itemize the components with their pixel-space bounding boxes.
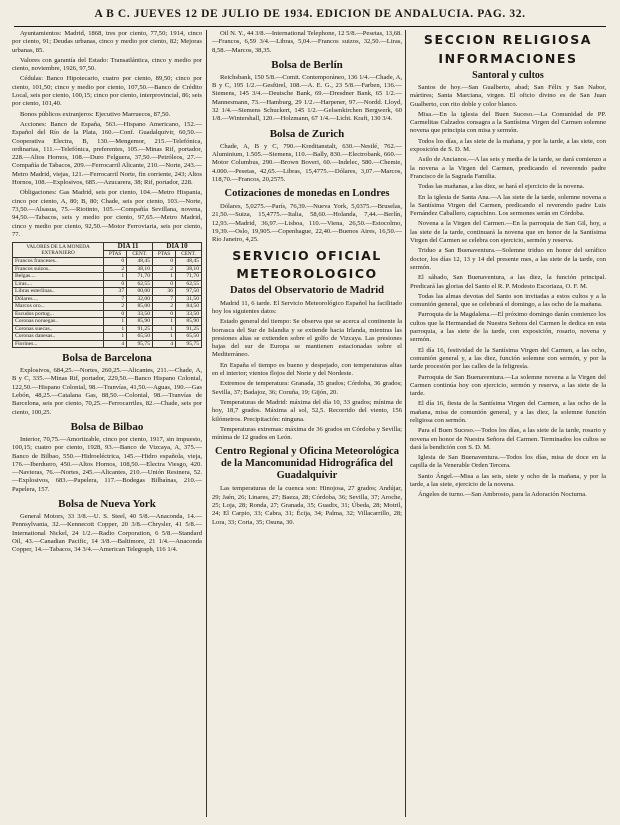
column-markets-weather bbox=[212, 30, 402, 529]
currency-row bbox=[13, 333, 202, 341]
paragraph: Triduo a San Buenaventura.—Solemne triduo en honor del seráfico doctor, los días 12, 13 y 14 del presente mes, a las siete de la tarde, con sermón. bbox=[410, 247, 606, 271]
currency-value: 1 bbox=[153, 325, 176, 333]
currency-value: 85,90 bbox=[176, 318, 202, 326]
currency-row bbox=[13, 295, 202, 303]
heading-bolsa-berlin: Bolsa de Berlín bbox=[271, 58, 343, 71]
paragraph: Explosivos, 684,25.—Nortes, 260,25.—Alicantes, 211.—Chade, A, B y C, 335.—Minas Rif, portador, 229,50.—Banco Hispano Colonial, 122,50.—Hispano Colonial, 98.—Tranvías, 41,50.—Aguas, 190.—Gas Lebón, 48,25.—Catalana Gas, 88,50.—Colonial, 98.—Tranvías de Barcelona, seis por ciento, 70,25.—Ferrocarriles, 82.—Chade, seis por ciento, 100,25. bbox=[12, 367, 202, 416]
paragraph: El día 16, fiesta de la Santísima Virgen del Carmen, a las ocho de la mañana, misa de comunión general, y a las diez, la solemne función religiosa con sermón. bbox=[410, 400, 606, 424]
currency-name: Coronas danesas.. bbox=[13, 333, 104, 341]
paragraph: Cédulas: Banco Hipotecario, cuatro por ciento, 89,50; cinco por ciento, 101,50; cinco y medio por ciento, 107,50.—Banco de Crédito Local, seis por ciento, 100,15; cinco por ciento, interprovincial, 86; seis por ciento, 101,40. bbox=[12, 75, 202, 108]
currency-value: 1 bbox=[153, 273, 176, 281]
currency-row bbox=[13, 288, 202, 296]
currency-value: 38,10 bbox=[176, 265, 202, 273]
paragraph: Todos los días, a las siete de la mañana, y por la tarde, a las siete, con exposición de S. D. M. bbox=[410, 137, 606, 154]
currency-value: 2 bbox=[104, 303, 127, 311]
heading-observatorio-madrid: Datos del Observatorio de Madrid bbox=[230, 284, 384, 296]
currency-value: 33,50 bbox=[176, 310, 202, 318]
currency-row bbox=[13, 273, 202, 281]
currency-value: 1 bbox=[153, 318, 176, 326]
currency-value: 32,00 bbox=[127, 295, 153, 303]
currency-value: 0 bbox=[153, 258, 176, 266]
column-divider-1 bbox=[206, 30, 207, 817]
currency-value: 36 bbox=[153, 288, 176, 296]
paragraph: En la iglesia de Santa Ana.—A las siete de la tarde, solemne novena a la Santísima Virgen del Carmen, predicando el reverendo padre Luis Fernández Caballero, capuchino. Los sermones serán en Córdoba. bbox=[410, 193, 606, 218]
currency-row bbox=[13, 318, 202, 326]
currency-value: 1 bbox=[153, 333, 176, 341]
currency-name: Coronas suecas.. bbox=[13, 325, 104, 333]
currency-col-head: CENT. bbox=[176, 250, 202, 258]
currency-table-label: VALORES DE LA MONEDA bbox=[26, 243, 90, 250]
masthead: A B C. JUEVES 12 DE JULIO DE 1934. EDICION DE ANDALUCIA. PAG. 32. bbox=[94, 8, 526, 20]
currency-value: 91,25 bbox=[176, 325, 202, 333]
currency-name: Libras esterlinas.. bbox=[13, 288, 104, 296]
paragraph: Obligaciones: Gas Madrid, seis por ciento, 104.—Metro Hispania, cinco por ciento, A, 80; B, 80; Chade, seis por ciento, 103.—Norte, 73,50.—Alsasua, 75.—Riotinto, 105.—Compañía Sevillana, novena, 94,50.—Tabacos, seis y medio por ciento, 97,65.—Metro Madrid, cinco y medio por ciento, 92,50.—Motor Ferroviaria, seis por ciento, 77. bbox=[12, 189, 202, 238]
heading-bolsa-bilbao: Bolsa de Bilbao bbox=[70, 420, 144, 433]
paragraph: Acciones: Banco de España, 563.—Hispano Americano, 152.—Español del Río de la Plata, 160.—Conf. Guadalquivir, 60,50.—Cooperativa Electra, B, 130.—Mengemor, 215.—Telefónica, ordinarias, 111.—Telefónica, preferentes, 105.—Minas Rif, portador, 228.—Altos Hornos, 108.—Duro Felguera, 37,50.—Petróleos, 27.—Compañía de Tabacos, 209.—Ferrocarril Alicante, 210.—Norte, 243.—Metro Madrid, viejas, 121.—Ferrocarril Norte, fin corriente, 243; Altos Hornos, 108.—Explosivos, 685.—Azucarera, 38; Rif, portador, 228. bbox=[12, 120, 202, 187]
heading-servicio-oficial: SERVICIO OFICIAL bbox=[232, 247, 382, 263]
currency-row bbox=[13, 280, 202, 288]
paragraph: En España el tiempo es bueno y despejado, con temperaturas altas en el interior; vientos flojos del Norte y del Nordeste. bbox=[212, 361, 402, 378]
paragraph: Dólares, 5,0275.—París, 76,39.—Nueva York, 5,0375.—Bruselas, 21,50.—Suiza, 15,4775.—Italia, 58,60.—Holanda, 7,44.—Berlín, 12,93.—Madrid, 36,97.—Lisboa, 110.—Viena, 26,50.—Estocolmo, 19,39.—Oslo, 19,905.—Copenhague, 22,40.—Buenos Aires, 16,50.—Río Janeiro, 4,25. bbox=[212, 203, 402, 244]
currency-name: Belgas.... bbox=[13, 273, 104, 281]
currency-value: 2 bbox=[153, 303, 176, 311]
currency-name: Francos suizos.. bbox=[13, 265, 104, 273]
currency-name: Coronas noruegas.. bbox=[13, 318, 104, 326]
heading-bolsa-zurich: Bolsa de Zurich bbox=[269, 127, 345, 140]
heading-santoral: Santoral y cultos bbox=[472, 70, 544, 81]
paragraph: El día 16, festividad de la Santísima Virgen del Carmen, a las ocho, comunión general y, a las diez, función solemne con sermón, y por la tarde procesión por las calles de la feligresía. bbox=[410, 346, 606, 371]
currency-value: 62,55 bbox=[127, 280, 153, 288]
heading-informaciones: INFORMACIONES bbox=[438, 51, 578, 66]
currency-value: 2 bbox=[153, 265, 176, 273]
currency-value: 38,10 bbox=[127, 265, 153, 273]
paragraph: Temperaturas extremas: máxima de 36 grados en Córdoba y Sevilla; mínima de 12 grados en León. bbox=[212, 425, 402, 442]
currency-name: Marcos oro... bbox=[13, 303, 104, 311]
currency-value: 0 bbox=[104, 258, 127, 266]
currency-value: 31,50 bbox=[176, 295, 202, 303]
currency-row bbox=[13, 303, 202, 311]
paragraph: Para el Buen Suceso.—Todos los días, a las siete de la tarde, rosario y novena en honor de Nuestra Señora del Carmen. Terminados los cultos se dará la bendición con S. D. M. bbox=[410, 427, 606, 451]
currency-value: 65,50 bbox=[127, 333, 153, 341]
currency-table-header bbox=[13, 243, 104, 258]
masthead-rule bbox=[14, 26, 606, 27]
paragraph: Todas las mañanas, a las diez, se hará el ejercicio de la novena. bbox=[418, 183, 585, 191]
currency-value: 33,50 bbox=[127, 310, 153, 318]
currency-row bbox=[13, 310, 202, 318]
column-religion bbox=[410, 30, 606, 502]
paragraph: Ángeles de turno.—San Ambrosio, para la Adoración Nocturna. bbox=[418, 491, 587, 499]
currency-col-head: PTAS bbox=[104, 250, 127, 258]
column-divider-2 bbox=[405, 30, 406, 817]
paragraph: Asilo de Ancianos.—A las seis y media de la tarde, se dará comienzo a la novena a la Virgen del Carmen, predicando el reverendo padre Francisco de la Sagrada Familia. bbox=[410, 156, 606, 180]
currency-value: 1 bbox=[104, 318, 127, 326]
paragraph: Temperaturas de Madrid: máxima del día 10, 33 grados; mínima de hoy, 18,7 grados. Máxima al sol, 52,5. Recorrido del viento, 156 kilómetros. Precipitación: ninguna. bbox=[212, 398, 402, 423]
currency-row bbox=[13, 325, 202, 333]
heading-meteorologico: METEOROLOGICO bbox=[236, 265, 378, 281]
paragraph: Valores con garantía del Estado: Transatlántica, cinco y medio por ciento, noviembre, 1926, 97,50. bbox=[12, 56, 202, 73]
currency-value: 1 bbox=[104, 273, 127, 281]
paragraph: General Motors, 33 3/8.—U. S. Steel, 40 5/8.—Anaconda, 14.—Pennsylvania, 32.—Kennecott Copper, 20 3/8.—Chrysler, 41 5/8.—International Nickel, 24 1/2.—Radio Corporation, 6 5/8.—Standard Oil, 43.—Canadian Pacific, 14 3/8.—Baltimore, 21 1/4.—Anaconda Copper, 14.—Tabacos, 34 3/4.—American Telegraph, 116 1/4. bbox=[12, 512, 202, 554]
currency-row bbox=[13, 265, 202, 273]
paragraph: Iglesia de San Buenaventura.—Todos los días, misa de doce en la capilla de la Venerable Orden Tercera. bbox=[410, 454, 606, 470]
currency-value: 48,45 bbox=[127, 258, 153, 266]
currency-table-sublabel: EXTRANJERO bbox=[41, 250, 75, 257]
paragraph: Chade, A, B y C, 790.—Kreditanstalt, 630.—Nestlé, 762.—Aluminium, 1.505.—Siemens, 110.—Bally, 830.—Electrobank, 660.—Motor Columbus, 290.—Brown Boveri, 60.—Indelec, 580.—Chemie, 4.000.—Pesetas, 42,65.—Libras, 15,4775.—Dólares, 3,07.—Marcos, 118,70.—Francos, 20,2575. bbox=[212, 142, 402, 183]
currency-row bbox=[13, 340, 202, 348]
currency-value: 65,50 bbox=[176, 333, 202, 341]
paragraph: Extremos de temperatura: Granada, 35 grados; Córdoba, 36 grados; Sevilla, 37; Badajoz, 36; Coruña, 19; Gijón, 20. bbox=[212, 380, 402, 396]
currency-value: 95,75 bbox=[127, 340, 153, 348]
paragraph: Interior, 70,75.—Amortizable, cinco por ciento, 1917, sin impuesto, 100,15; cuatro por ciento, 1928, 93.—Banco de Vizcaya, A, 375.—Banco de Bilbao, 550.—Hidroeléctrica, 145.—Hidro española, vieja, 176.—Iberduero, 450.—Altos Hornos, 108,50.—Electra Viesgo, 420.—Navieras, 76.—Nortes, 245.—Alicantes, 210.—Unión Resinera, 52.—Explosivos, 683.—Papelera, 117.—Bodegas Bilbaínas, 210.—Papelera, 157. bbox=[12, 435, 202, 493]
currency-value: 0 bbox=[153, 280, 176, 288]
column-finance bbox=[12, 30, 202, 556]
paragraph: Misa.—En la iglesia del Buen Suceso.—La Comunidad de PP. Carmelitas Calzados consagra a la Santísima Virgen del Carmen solemne novena que principia con misa y sermón. bbox=[410, 110, 606, 135]
heading-bolsa-barcelona: Bolsa de Barcelona bbox=[62, 352, 152, 365]
currency-value: 00,00 bbox=[127, 288, 153, 296]
paragraph: Estado general del tiempo: Se observa que se acerca al continente la borrasca del Sur de Islandia y se extiende hacia Irlanda, mientras las presiones altas se extienden sobre el golfo de Vizcaya. Las presiones bajas del sur de Europa se mantienen estacionadas sobre el Mediterráneo. bbox=[212, 318, 402, 359]
paragraph: Parroquia de San Buenaventura.—La solemne novena a la Virgen del Carmen continúa hoy con ejercicio, sermón y reserva, a las siete de la tarde. bbox=[410, 373, 606, 398]
paragraph: Ayuntamientos: Madrid, 1868, tres por ciento, 77,50; 1914, cinco por ciento, 91; Deudas urbanas, cinco y medio por ciento, 82; Mejoras urbanas, 85. bbox=[12, 30, 202, 54]
currency-value: 7 bbox=[153, 295, 176, 303]
paragraph: Las temperaturas de la cuenca son: Hinojosa, 27 grados; Andújar, 29; Jaén, 26; Linares, 27; Baeza, 28; Córdoba, 36; Sevilla, 37; Aroche, 25; Loja, 28; Ronda, 27; Granada, 35; Guadix, 31; Úbeda, 28; Motril, 24; El Carpio, 33; Cabra, 31; Écija, 34; Palma, 32; Villacarrillo, 28; Lora, 33; Coria, 35; Osuna, 30. bbox=[212, 485, 402, 526]
currency-name: Dólares.... bbox=[13, 295, 104, 303]
currency-value: 95,75 bbox=[176, 340, 202, 348]
currency-value: 0 bbox=[104, 310, 127, 318]
currency-name: Francos franceses.. bbox=[13, 258, 104, 266]
currency-table-body bbox=[13, 258, 202, 348]
currency-value: 37 bbox=[104, 288, 127, 296]
heading-seccion-religiosa: SECCION RELIGIOSA bbox=[423, 32, 593, 47]
paragraph: Novena a la Virgen del Carmen.—En la parroquia de San Gil, hoy, a las siete de la tarde, continuará la novena que en honor de la Santísima Virgen del Carmen se celebra con ejercicio, sermón y reserva. bbox=[410, 220, 606, 245]
currency-value: 0 bbox=[153, 310, 176, 318]
currency-value: 48,45 bbox=[176, 258, 202, 266]
currency-value: 84,50 bbox=[176, 303, 202, 311]
paragraph: Madrid 11, 6 tarde. El Servicio Meteorológico Español ha facilitado hoy los siguientes datos: bbox=[212, 299, 402, 315]
currency-value: 1 bbox=[104, 325, 127, 333]
currency-name: Escudos portug... bbox=[13, 310, 104, 318]
heading-centro-regional: Centro Regional y Oficina Meteorológica de la Mancomunidad Hidrográfica del Guadalquivir bbox=[215, 446, 399, 482]
currency-value: 4 bbox=[153, 340, 176, 348]
currency-value: 91,25 bbox=[127, 325, 153, 333]
currency-value: 71,70 bbox=[176, 273, 202, 281]
paragraph: Santo Ángel.—Misa a las seis, siete y ocho de la mañana, y por la tarde, a las siete, ejercicio de la novena. bbox=[410, 472, 606, 489]
currency-value: 0 bbox=[104, 280, 127, 288]
currency-value: 85,00 bbox=[127, 303, 153, 311]
currency-value: 97,50 bbox=[176, 288, 202, 296]
currency-value: 2 bbox=[104, 265, 127, 273]
currency-day-1: DIA 11 bbox=[104, 243, 153, 251]
currency-col-head: PTAS bbox=[153, 250, 176, 258]
currency-value: 85,90 bbox=[127, 318, 153, 326]
currency-day-2: DIA 10 bbox=[153, 243, 202, 251]
paragraph: El sábado, San Buenaventura, a las diez, la función principal. Predicará las glorias del Santo el R. P. Modesto Escoriaza, O. F. M. bbox=[410, 274, 606, 290]
paragraph: Reichsbank, 150 5/8.—Comit. Contemporáneo, 136 1/4.—Chade, A, B y C, 195 1/2.—Gesfürel, 108.—A. E. G., 23 5/8.—Farben, 136.—Siemens, 145 3/4.—Deutsche Bank, 69.—Dresdner Bank, 65 1/2.—Mannesmann, 73.—Hamburg, 29 1/2.—Harpener, 97.—Nordd. Lloyd, 32 1/4.—Siemens Schuckert, 145 1/2.—Gelsenkirchen Bergwerk, 60 1/8.—Wintershall, 120.—Holzmann, 67 1/4.—Licht. Kraft, 130 3/4. bbox=[212, 73, 402, 123]
currency-value: 71,70 bbox=[127, 273, 153, 281]
paragraph: Todas las almas devotas del Santo son invitadas a estos cultos y a la comunión general, que se celebrará el domingo, a las ocho de la mañana. bbox=[410, 292, 606, 309]
currency-row bbox=[13, 258, 202, 266]
paragraph: Bonos públicos extranjeros: Ejecutivo Marruecos, 87,50. bbox=[20, 110, 171, 118]
currency-name: Florines... bbox=[13, 340, 104, 348]
currency-table bbox=[12, 242, 202, 348]
currency-value: 7 bbox=[104, 295, 127, 303]
heading-cotizaciones-londres: Cotizaciones de monedas en Londres bbox=[224, 188, 390, 200]
heading-bolsa-nueva-york: Bolsa de Nueva York bbox=[58, 497, 156, 510]
currency-value: 62,55 bbox=[176, 280, 202, 288]
paragraph: Santos de hoy.—San Gualberto, abad; San Félix y San Nabor, mártires; Santa Marciana, virgen. El oficio divino es de San Juan Gualberto, con rito doble y color blanco. bbox=[410, 84, 606, 108]
paragraph: Oil N. Y., 44 3/8.—International Telephone, 12 5/8.—Pesetas, 13,68.—Francos, 6,59 3/4.—Libras, 5,04.—Francos suizos, 32,50.—Liras, 8,58.—Marcos, 38,35. bbox=[212, 30, 402, 54]
currency-value: 4 bbox=[104, 340, 127, 348]
currency-name: Liras.... bbox=[13, 280, 104, 288]
paragraph: Parroquia de la Magdalena.—El próximo domingo darán comienzo los cultos que la Hermandad de Nuestra Señora del Carmen le dedica en esta parroquia, a las siete de la tarde, con exposición, rosario, novena y sermón. bbox=[410, 311, 606, 344]
currency-col-head: CENT. bbox=[127, 250, 153, 258]
currency-value: 1 bbox=[104, 333, 127, 341]
religion-paragraphs bbox=[410, 84, 606, 500]
